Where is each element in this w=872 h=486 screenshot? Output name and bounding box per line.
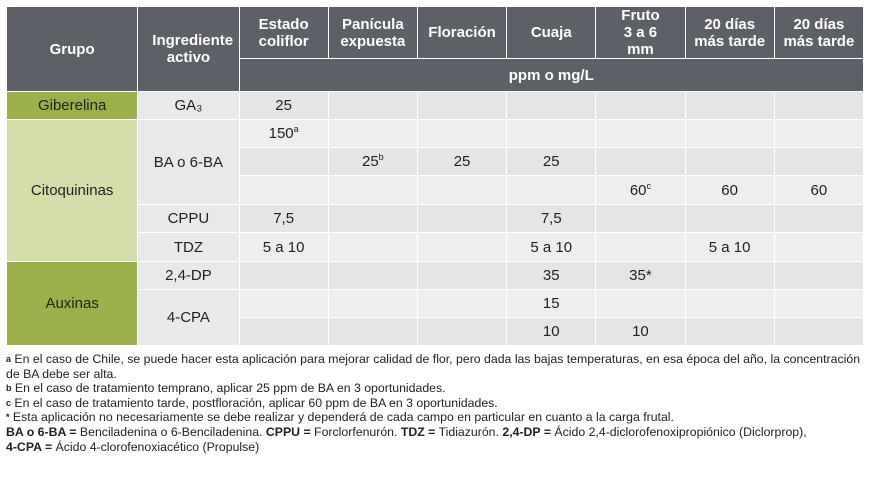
header-cuaja: Cuaja	[507, 7, 596, 59]
header-floracion: Floración	[417, 7, 506, 59]
cell-cpa1-cuaja: 15	[507, 290, 596, 318]
group-giberelina: Giberelina	[7, 92, 138, 120]
cell-ba3-dias20b: 60	[774, 176, 863, 205]
cell-cppu-estado: 7,5	[239, 205, 328, 233]
cell-ba1-estado: 150$^a$	[239, 120, 328, 148]
cell-dp-fruto: 35*	[596, 262, 685, 290]
header-estado-coliflor: Estado coliflor	[239, 7, 328, 59]
cell-dp-cuaja: 35	[507, 262, 596, 290]
cell-ba2-floracion: 25	[417, 148, 506, 176]
header-panicula: Panícula expuesta	[328, 7, 417, 59]
ingredient-ba: BA o 6-BA	[138, 120, 239, 205]
cell-ba3-dias20a: 60	[685, 176, 774, 205]
cell-cpa2-cuaja: 10	[507, 318, 596, 346]
cell-tdz-cuaja: 5 a 10	[507, 233, 596, 262]
header-fruto: Fruto 3 a 6 mm	[596, 7, 685, 59]
ingredient-cppu: CPPU	[138, 205, 239, 233]
cell-tdz-estado: 5 a 10	[239, 233, 328, 262]
footnote-star: * Esta aplicación no necesariamente se debe realizar y dependerá de cada campo en particular en cuanto a la carga frutal.	[6, 410, 674, 425]
cell-ba3-fruto: 60$^c$	[596, 176, 685, 205]
cell-ga3-estado: 25	[239, 92, 328, 120]
header-grupo: Grupo	[7, 7, 138, 92]
cell-ba2-panicula: 25$^b$	[328, 148, 417, 176]
footnote-abbreviations: BA o 6-BA = Benciladenina o 6-Benciladenina. CPPU = Forclorfenurón. TDZ = Tidiazurón. 2,4-DP = Ácido 2,4-diclorofenoxipropiónico (Diclorprop), 4-CPA = Ácido 4-clorofenoxiacético (Propulse)	[6, 424, 807, 454]
footnote-b: $^b$ En el caso de tratamiento temprano, aplicar 25 ppm de BA en 3 oportunidades.	[6, 381, 446, 396]
footnotes	[6, 352, 866, 454]
cell-cppu-cuaja: 7,5	[507, 205, 596, 233]
hormone-table	[6, 6, 864, 346]
ingredient-24dp: 2,4-DP	[138, 262, 239, 290]
header-ingrediente: Ingrediente activo	[138, 7, 239, 92]
header-dias20b: 20 días más tarde	[774, 7, 863, 59]
cell-tdz-dias20a: 5 a 10	[685, 233, 774, 262]
cell-ba2-cuaja: 25	[507, 148, 596, 176]
cell-cpa2-fruto: 10	[596, 318, 685, 346]
group-citoquininas: Citoquininas	[7, 120, 138, 262]
ingredient-4cpa: 4-CPA	[138, 290, 239, 346]
footnote-a: $^a$ En el caso de Chile, se puede hacer esta aplicación para mejorar calidad de flor, pero dada las bajas temperaturas, en esa época del año, la concentración de BA debe ser alta.	[6, 352, 861, 381]
group-auxinas: Auxinas	[7, 262, 138, 346]
header-dias20a: 20 días más tarde	[685, 7, 774, 59]
header-unit: ppm o mg/L	[239, 59, 863, 92]
ingredient-ga3: GA₃	[138, 92, 239, 120]
ingredient-tdz: TDZ	[138, 233, 239, 262]
footnote-c: $^c$ En el caso de tratamiento tarde, postfloración, aplicar 60 ppm de BA en 3 oportunidades.	[6, 395, 498, 410]
